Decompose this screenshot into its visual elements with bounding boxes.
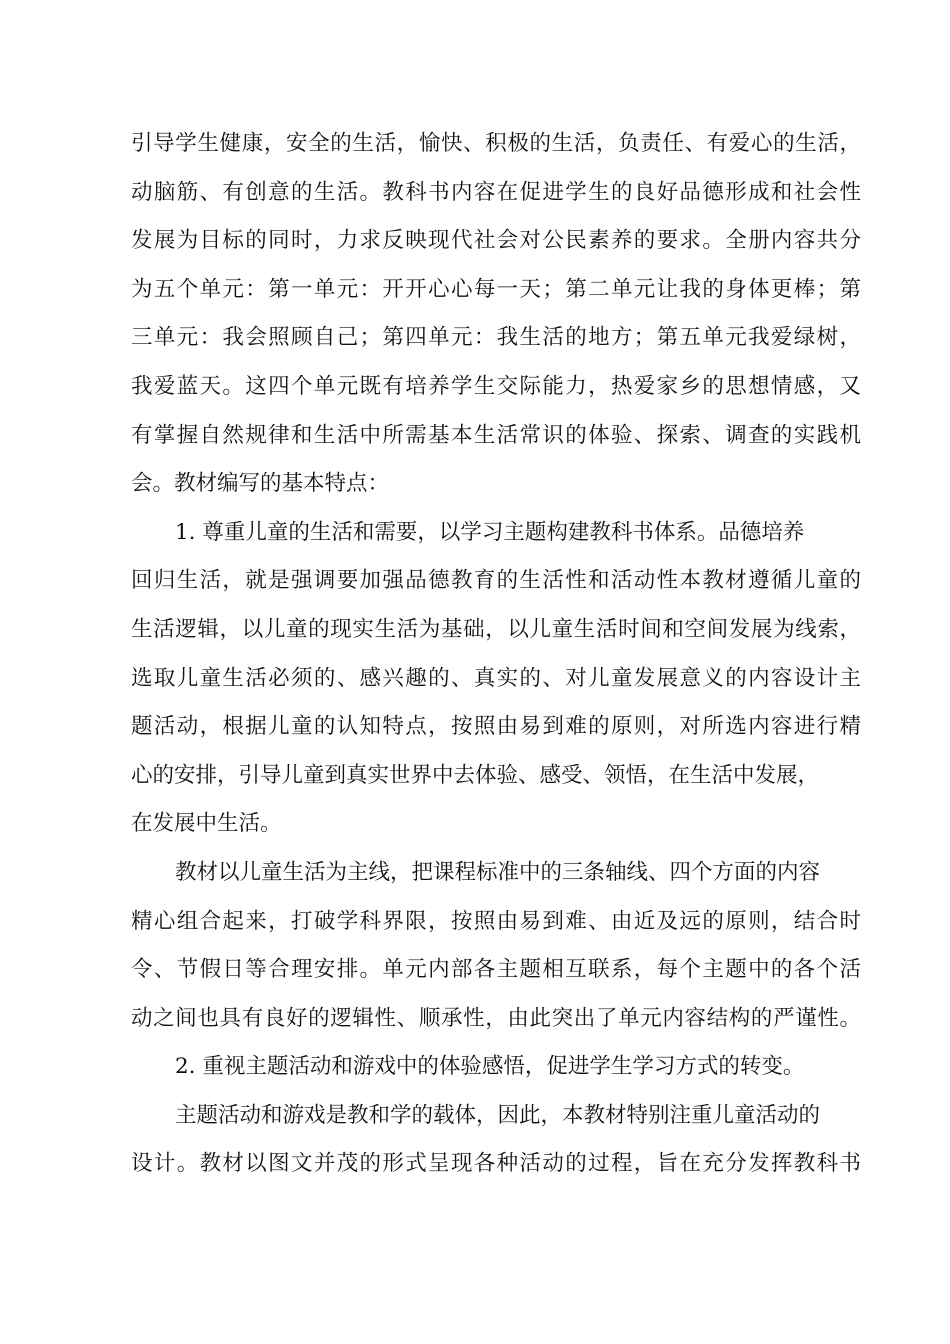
numbered-heading-1: 1. 尊重儿童的生活和需要，以学习主题构建教科书体系。品德培养: [175, 519, 805, 545]
text-line: 令、节假日等合理安排。单元内部各主题相互联系，每个主题中的各个活: [131, 957, 861, 983]
numbered-heading-2: 2. 重视主题活动和游戏中的体验感悟，促进学生学习方式的转变。: [175, 1054, 805, 1080]
body-text: [131, 120, 861, 1189]
text-line: 发展为目标的同时，力求反映现代社会对公民素养的要求。全册内容共分: [131, 228, 861, 254]
text-line: 回归生活，就是强调要加强品德教育的生活性和活动性本教材遵循儿童的: [131, 568, 861, 594]
text-line: 生活逻辑，以儿童的现实生活为基础，以儿童生活时间和空间发展为线索，: [131, 616, 861, 642]
text-line: 设计。教材以图文并茂的形式呈现各种活动的过程，旨在充分发挥教科书: [131, 1151, 861, 1177]
text-line: 动之间也具有良好的逻辑性、顺承性，由此突出了单元内容结构的严谨性。: [131, 1005, 861, 1031]
text-line: 有掌握自然规律和生活中所需基本生活常识的体验、探索、调查的实践机: [131, 422, 861, 448]
text-line: 会。教材编写的基本特点：: [131, 471, 390, 497]
text-line: 为五个单元：第一单元：开开心心每一天；第二单元让我的身体更棒；第: [131, 276, 861, 302]
text-line: 题活动，根据儿童的认知特点，按照由易到难的原则，对所选内容进行精: [131, 714, 861, 740]
text-line: 引导学生健康，安全的生活，愉快、积极的生活，负责任、有爱心的生活，: [131, 131, 861, 156]
text-line: 在发展中生活。: [131, 811, 282, 837]
text-line: 心的安排，引导儿童到真实世界中去体验、感受、领悟，在生活中发展，: [131, 762, 820, 788]
text-line: 我爱蓝天。这四个单元既有培养学生交际能力，热爱家乡的思想情感，又: [131, 373, 861, 399]
text-line: 动脑筋、有创意的生活。教科书内容在促进学生的良好品德形成和社会性: [131, 179, 861, 205]
text-line: 三单元：我会照顾自己；第四单元：我生活的地方；第五单元我爱绿树，: [131, 325, 861, 351]
paragraph-start: 教材以儿童生活为主线，把课程标准中的三条轴线、四个方面的内容: [175, 859, 821, 885]
text-line: 选取儿童生活必须的、感兴趣的、真实的、对儿童发展意义的内容设计主: [131, 665, 861, 691]
text-line: 精心组合起来，打破学科界限，按照由易到难、由近及远的原则，结合时: [131, 908, 861, 934]
paragraph-start: 主题活动和游戏是教和学的载体，因此，本教材特别注重儿童活动的: [175, 1102, 821, 1128]
